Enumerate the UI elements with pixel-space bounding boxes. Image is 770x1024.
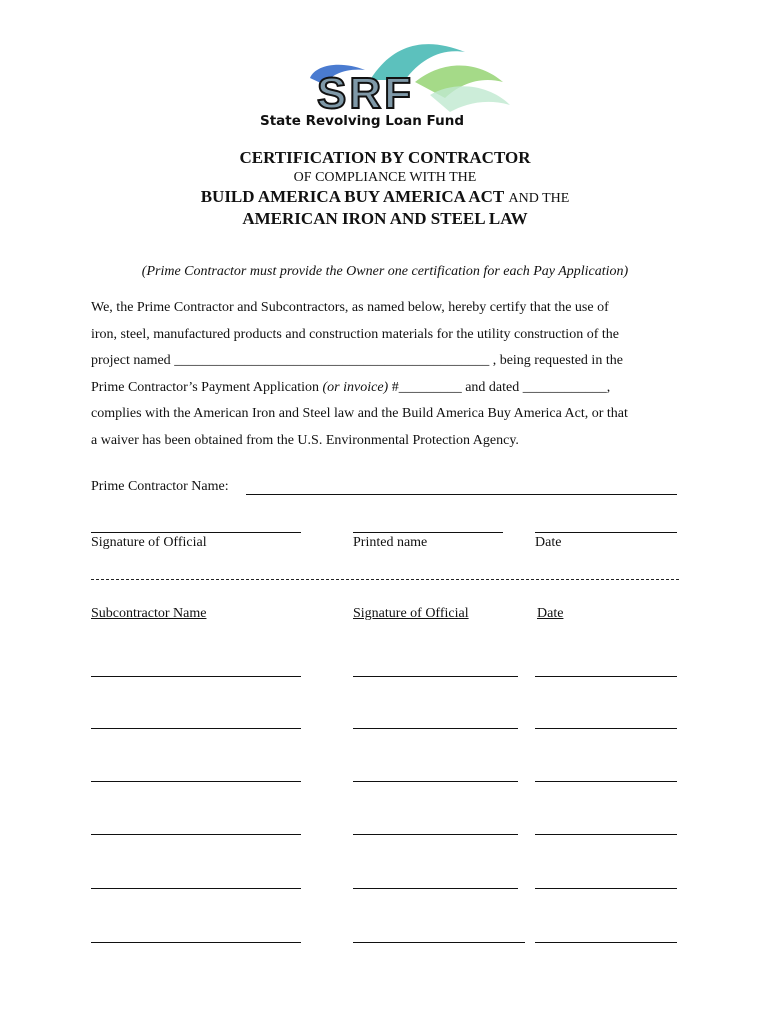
printed-name-label: Printed name xyxy=(353,535,428,550)
date-label: Date xyxy=(535,535,562,550)
project-label: project named xyxy=(91,353,175,368)
project-label-rest: , being requested in the xyxy=(489,353,623,368)
paragraph-line: We, the Prime Contractor and Subcontractors, as named below, hereby certify that the use of xyxy=(91,300,609,315)
title-and-the: AND THE xyxy=(508,191,570,206)
certification-paragraph xyxy=(91,295,691,454)
title-line-2: OF COMPLIANCE WITH THE xyxy=(293,170,477,185)
subcontractor-date-field[interactable] xyxy=(535,728,677,729)
subcontractor-date-field[interactable] xyxy=(535,781,677,782)
paragraph-line xyxy=(91,375,691,402)
subcontractor-date-field[interactable] xyxy=(535,834,677,835)
subcontractor-date-field[interactable] xyxy=(535,676,677,677)
logo-mark: SRF xyxy=(317,69,414,118)
subcontractor-date-field[interactable] xyxy=(535,888,677,889)
subcontractor-signature-field[interactable] xyxy=(353,942,525,943)
logo-subtitle: State Revolving Loan Fund xyxy=(260,113,464,129)
title-line-3 xyxy=(0,187,770,207)
logo-wave-light xyxy=(430,86,510,112)
subcontractor-signature-field[interactable] xyxy=(353,888,518,889)
subcontractor-name-field[interactable] xyxy=(91,888,301,889)
subcontractor-signature-field[interactable] xyxy=(353,728,518,729)
title-act-name: BUILD AMERICA BUY AMERICA ACT xyxy=(200,187,505,206)
subcontractor-date-header: Date xyxy=(537,606,564,621)
paragraph-line: a waiver has been obtained from the U.S. Environmental Protection Agency. xyxy=(91,432,519,448)
prime-signature-field[interactable] xyxy=(91,532,301,533)
instruction-note: (Prime Contractor must provide the Owner one certification for each Pay Application) xyxy=(141,264,629,279)
subcontractor-name-field[interactable] xyxy=(91,728,301,729)
prime-contractor-name-label: Prime Contractor Name: xyxy=(91,479,229,494)
subcontractor-name-field[interactable] xyxy=(91,676,301,677)
comma: , xyxy=(606,379,611,395)
srf-logo xyxy=(255,40,515,132)
subcontractor-name-field[interactable] xyxy=(91,834,301,835)
subcontractor-signature-field[interactable] xyxy=(353,676,518,677)
paragraph-line xyxy=(91,348,691,375)
subcontractor-name-field[interactable] xyxy=(91,781,301,782)
title-line-1: CERTIFICATION BY CONTRACTOR xyxy=(239,148,531,167)
invoice-number-blank[interactable]: #_________ and dated xyxy=(388,379,523,395)
prime-date-field[interactable] xyxy=(535,532,677,533)
subcontractor-signature-header: Signature of Official xyxy=(353,606,469,621)
prime-printed-name-field[interactable] xyxy=(353,532,503,533)
signature-of-official-label: Signature of Official xyxy=(91,535,207,550)
payment-app-label: Prime Contractor’s Payment Application xyxy=(91,379,323,395)
subcontractor-name-header: Subcontractor Name xyxy=(91,606,207,621)
subcontractor-date-field[interactable] xyxy=(535,942,677,943)
title-line-4: AMERICAN IRON AND STEEL LAW xyxy=(242,209,528,228)
subcontractor-name-field[interactable] xyxy=(91,942,301,943)
subcontractor-signature-field[interactable] xyxy=(353,781,518,782)
invoice-note: (or invoice) xyxy=(322,379,389,395)
date-blank[interactable]: ____________ xyxy=(522,379,607,395)
paragraph-line: complies with the American Iron and Steel law and the Build America Buy America Act, or that xyxy=(91,406,628,421)
prime-contractor-name-field[interactable] xyxy=(246,494,677,495)
section-divider xyxy=(91,579,679,580)
subcontractor-signature-field[interactable] xyxy=(353,834,518,835)
paragraph-line: iron, steel, manufactured products and construction materials for the utility construction of the xyxy=(91,326,619,342)
project-name-blank[interactable]: _____________________________________________ xyxy=(174,353,490,368)
